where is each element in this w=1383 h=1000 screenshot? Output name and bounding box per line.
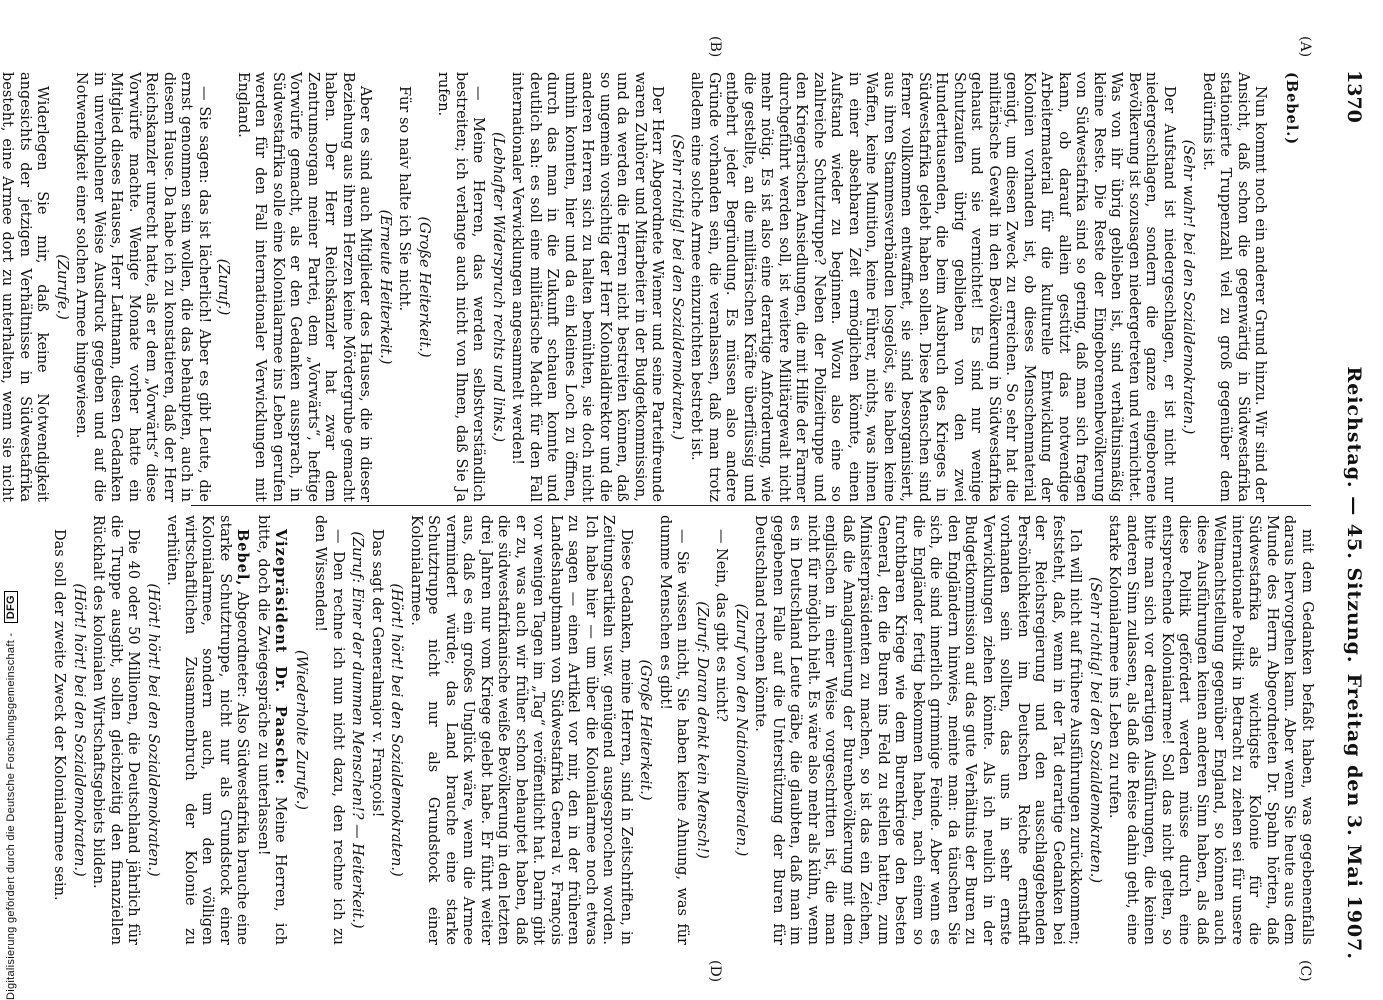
session-title: Reichstag. — 45. Sitzung. [1343, 366, 1365, 664]
speech-text: Meine Herren, ich bitte, doch die Zwiegespräche zu unterlassen! [255, 515, 289, 946]
speech-paragraph: Für so naiv halte ich Sie nicht. [396, 86, 413, 312]
credit-text: Digitalisierung gefördert durch die Deutsche Forschungsgemeinschaft - [5, 632, 17, 1000]
speaker-name: (Bebel.) [1283, 72, 1301, 146]
speech-paragraph: — Sie wissen nicht, Sie haben keine Ahnung, was für dumme Menschen es gibt! [657, 515, 691, 945]
speech-paragraph: Diese Gedanken, meine Herren, sind in Zeitschriften, in Zeitungsartikeln usw. genügend ausgesprochen worden. Ich habe hier — um über die Kolonialarmee noch etwas zu sagen — einen Artikel vor mir, den in der früheren Landeshauptmann von Südwestafrika General v. François vor wenigen Tagen im „Tag“ veröffentlicht hat. Darin gibt er zu, was auch wir früher schon behauptet haben, daß die südwestafrikanische weiße Bevölkerung in den letzten drei Jahren nur vom Kriege gelebt habe. Er führt weiter aus, daß es ein großes Unglück wäre, wenn die Armee vermindert würde; das Land brauche eine starke Schutztruppe nicht nur als Grundstock einer Kolonialarmee. [408, 515, 634, 945]
right-text-column [51, 515, 1315, 946]
speaker-name: Vizepräsident Dr. Paasche: [272, 529, 290, 786]
speech-paragraph [254, 515, 290, 945]
interjection: (Hört! hört! bei den Sozialdemokraten.) [388, 583, 405, 877]
interjection: (Große Heiterkeit.) [416, 216, 432, 358]
speech-paragraph: Widerlegen Sie mir, daß keine Notwendigkeit angesichts der jetzigen Verhältnisse in Südwestafrika besteht, eine Armee dort zu unterhalten, wenn sie nicht [0, 72, 51, 502]
interjection: (Erneute Heiterkeit.) [377, 209, 393, 365]
speech-paragraph: Der Herr Abgeordnete Wiemer und seine Parteifreunde waren Zuhörer und Mitarbeiter in der Budgetkommission, und da werden die Herren nicht bestreiten können, daß so ungemein vorsichtig der Herr Kolonialdirektor und die anderen Herren sich zu halten bemühten, sie doch nicht umhin konnten, hier und da ein kleines Loch zu öffnen, durch das man in die Zukunft schauen konnte und deutlich sah: es soll eine militärische Macht für den Fall internationaler Verwicklungen angesammelt werden! [509, 72, 666, 502]
margin-mark-b: (B) [707, 36, 723, 58]
interjection: (Zuruf: Daran denkt kein Mensch!) [694, 601, 710, 859]
speech-paragraph: Das sagt der Generalmajor v. François! [369, 529, 385, 818]
speech-paragraph: — Nein, das gibt es nicht? [713, 529, 730, 722]
speech-paragraph: Aber es sind auch Mitglieder des Hauses, die in dieser Beziehung aus ihrem Herzen keine Mördergrube gemacht haben. Der Herr Reichskanzler hat zwar dem Zentrumsorgan meiner Partei, dem „Vorwärts“, heftige Vorwürfe gemacht, als er den Gedanken aussprach, in Südwestafrika solle eine Kolonialarmee ins Leben gerufen werden für den Fall internationaler Verwicklungen mit England. [235, 72, 374, 502]
interjection: (Lebhafter Widerspruch rechts und links.) [490, 131, 506, 443]
interjection: (Sehr richtig! bei den Sozialdemokraten.) [1087, 576, 1103, 884]
speech-paragraph: mit dem Gedanken befaßt haben, was gegebenenfalls daraus hervorgehen kann. Aber wenn Sie heute aus dem Munde des Herrn Abgeordneten Dr. Spahn hörten, daß Südwestafrika als wichtigste Kolonie für die internationale Politik in Betracht zu ziehen sei für unsere Weltmachtstellung gegenüber England, so können auch diese Ausführungen keinen anderen Sinn haben, als daß diese Politik gefördert werden müsse durch eine entsprechende Kolonialarmee! Soll das nicht gelten, so bitte man sich vor derartigen Ausführungen, die keinen anderen Sinn zulassen, als daß die Reise dahin geht, eine starke Kolonialarmee ins Leben zu rufen. [1106, 515, 1315, 945]
session-date: Freitag den 3. Mai 1907. [1343, 673, 1365, 960]
interjection: (Zurufe.) [54, 254, 70, 320]
speech-paragraph: Das soll der zweite Zweck der Kolonialarmee sein. [51, 529, 68, 901]
interjection: (Wiederholte Zurufe.) [293, 650, 309, 810]
interjection: (Zuruf von den Nationalliberalen.) [733, 603, 749, 857]
speaker-name: Bebel, [234, 529, 252, 587]
page-header [1331, 70, 1365, 960]
speech-paragraph: — Meine Herren, das werden selbstverständlich bestreiten; ich verlange auch nicht von Ihnen, daß Sie Ja rufen. [435, 72, 487, 502]
dfg-logo: DFG [4, 591, 18, 623]
interjection: (Zuruf.) [215, 258, 232, 316]
speech-paragraph [163, 515, 252, 945]
digitization-credit [4, 591, 18, 1000]
interjection: (Zuruf: Einer der dummen Menschen!? — Heiterkeit.) [349, 531, 366, 929]
speech-paragraph: Ich will nicht auf frühere Ausführungen zurückkommen; feststeht, daß, wenn in der Tat derartige Gedanken bei der Reichsregierung und den ausschlaggebenden Persönlichkeiten im Deutschen Reiche ernsthaft vorhanden sein sollten, das uns in sehr ernste Verwicklungen ziehen könnte. Als ich neulich in der Budgetkommission auf das gute Verhältnis der Buren zu den Engländern hinwies, meinte man: da täuschen Sie sich, die sind innerlich grimmige Feinde. Aber wenn es die Engländer fertig bekommen haben, nach einem so furchtbaren Kriege wie dem Burenkriege den besten General, den die Buren ins Feld zu stellen hatten, zum Ministerpräsidenten zu machen, so ist das ein Zeichen, daß die Amalgamierung der Burenbevölkerung mit dem englischen in einer Weise vorgeschritten ist, die man nicht für möglich hielt. Es wäre also mehr als kühn, wenn es in Deutschland Leute gäbe, die glaubten, daß man im gegebenen Falle auf die Unterstützung der Buren für Deutschland rechnen könnte. [752, 515, 1084, 945]
interjection: (Große Heiterkeit.) [637, 659, 654, 801]
interjection: (Hört! hört! bei den Sozialdemokraten.) [71, 583, 87, 877]
speech-paragraph: Die 40 oder 50 Millionen, die Deutschland jährlich für die Truppe ausgibt, sollen gleichzeitig den finanziellen Rückhalt des kolonialen Wirtschaftsgebiets bilden. [90, 515, 142, 945]
speech-paragraph: — Den rechne ich nun nicht dazu, den rechne ich zu den Wissenden! [312, 515, 346, 945]
margin-mark-a: (A) [1297, 36, 1313, 58]
speech-paragraph: Der Aufstand ist niedergeschlagen, er ist nicht nur niedergeschlagen, sondern die ganze eingeborene Bevölkerung ist sozusagen niedergetreten und vernichtet. Was von ihr übrig geblieben ist, sind verhältnismäßig kleine Reste. Die Reste der Eingeborenenbevölkerung von Südwestafrika sind so gering, daß man sich fragen kann, ob darauf allein gestützt das notwendige Arbeitermaterial für die kulturelle Entwicklung der Kolonien vorhanden ist, ob dieses Menschenmaterial genügt, um diesen Zweck zu erreichen. So sehr hat die militärische Gewalt in den Bevölkerung in Südwestafrika gehaust und sie vernichtet! Es sind nur wenige Schutzaufen übrig geblieben von den zwei Hunderttausenden, die beim Ausbruch des Krieges in Südwestafrika gelebt haben sollen. Diese Menschen sind ferner vollkommen entwaffnet, sie sind besorganisiert, aus ihren Stammesverbänden losgelöst, sie haben keine Waffen, keine Munition, keine Führer, nichts, was ihnen in einer absehbaren Zeit ermöglichen könnte, einen Aufstand wieder zu beginnen. Wozu also eine so zahlreiche Schutztruppe? Neben der Polizeitruppe und den Kriegerischen Ansiedlungen, die mit Hilfe der Farmer durchgeführt werden soll, ist weitere Militärgewalt nicht mehr nötig. Es ist also eine derartige Anforderung, wie die gestellte, an die militärischen Kräfte überflüssig und entbehrt jeder Begründung. Es müssen also andere Gründe vorhanden sein, die veranlassen, daß man trotz alledem eine solche Armee einzurichten bestrebt ist. [688, 72, 1177, 502]
speech-paragraph: Nun kommt noch ein anderer Grund hinzu. Wir sind der Ansicht, daß schon die gegenwärtig in Südwestafrika stationierte Truppenzahl viel zu groß gegenüber dem Bedürfnis ist. [1200, 72, 1269, 502]
column-divider [191, 505, 1311, 506]
speech-paragraph: — Sie sagen: das ist lächerlich! Aber es gibt Leute, die ernst genommen sein wollen, die das behaupten, auch in diesem Hause. Da habe ich zu konstatieren, daß der Herr Reichskanzler unrecht hatte, als er dem „Vorwärts“ diese Vorwürfe machte. Wenige Monate vorher hatte ein Mitglied dieses Hauses, Herr Lattmann, diesen Gedanken in unverhohlener Weise Ausdruck gegeben und auf die Notwendigkeit einer solchen Armee hingewiesen. [73, 72, 212, 502]
interjection: (Hört! hört! bei den Sozialdemokraten.) [145, 583, 161, 877]
page-number: 1370 [1343, 70, 1365, 123]
margin-mark-c: (C) [1297, 960, 1313, 982]
margin-mark-d: (D) [707, 960, 723, 983]
interjection: (Sehr richtig! bei den Sozialdemokraten.) [669, 133, 685, 441]
speech-text: Abgeordneter: Also Südwestafrika brauche eine starke Schutztruppe, nicht nur als Grundstock einer Kolonialarmee, sondern auch, um den völligen wirtschaftlichen Zusammenbruch der Kolonie zu verhüten. [164, 515, 251, 945]
interjection: (Sehr wahr! bei den Sozialdemokraten.) [1180, 139, 1197, 435]
left-text-column [0, 72, 1315, 502]
